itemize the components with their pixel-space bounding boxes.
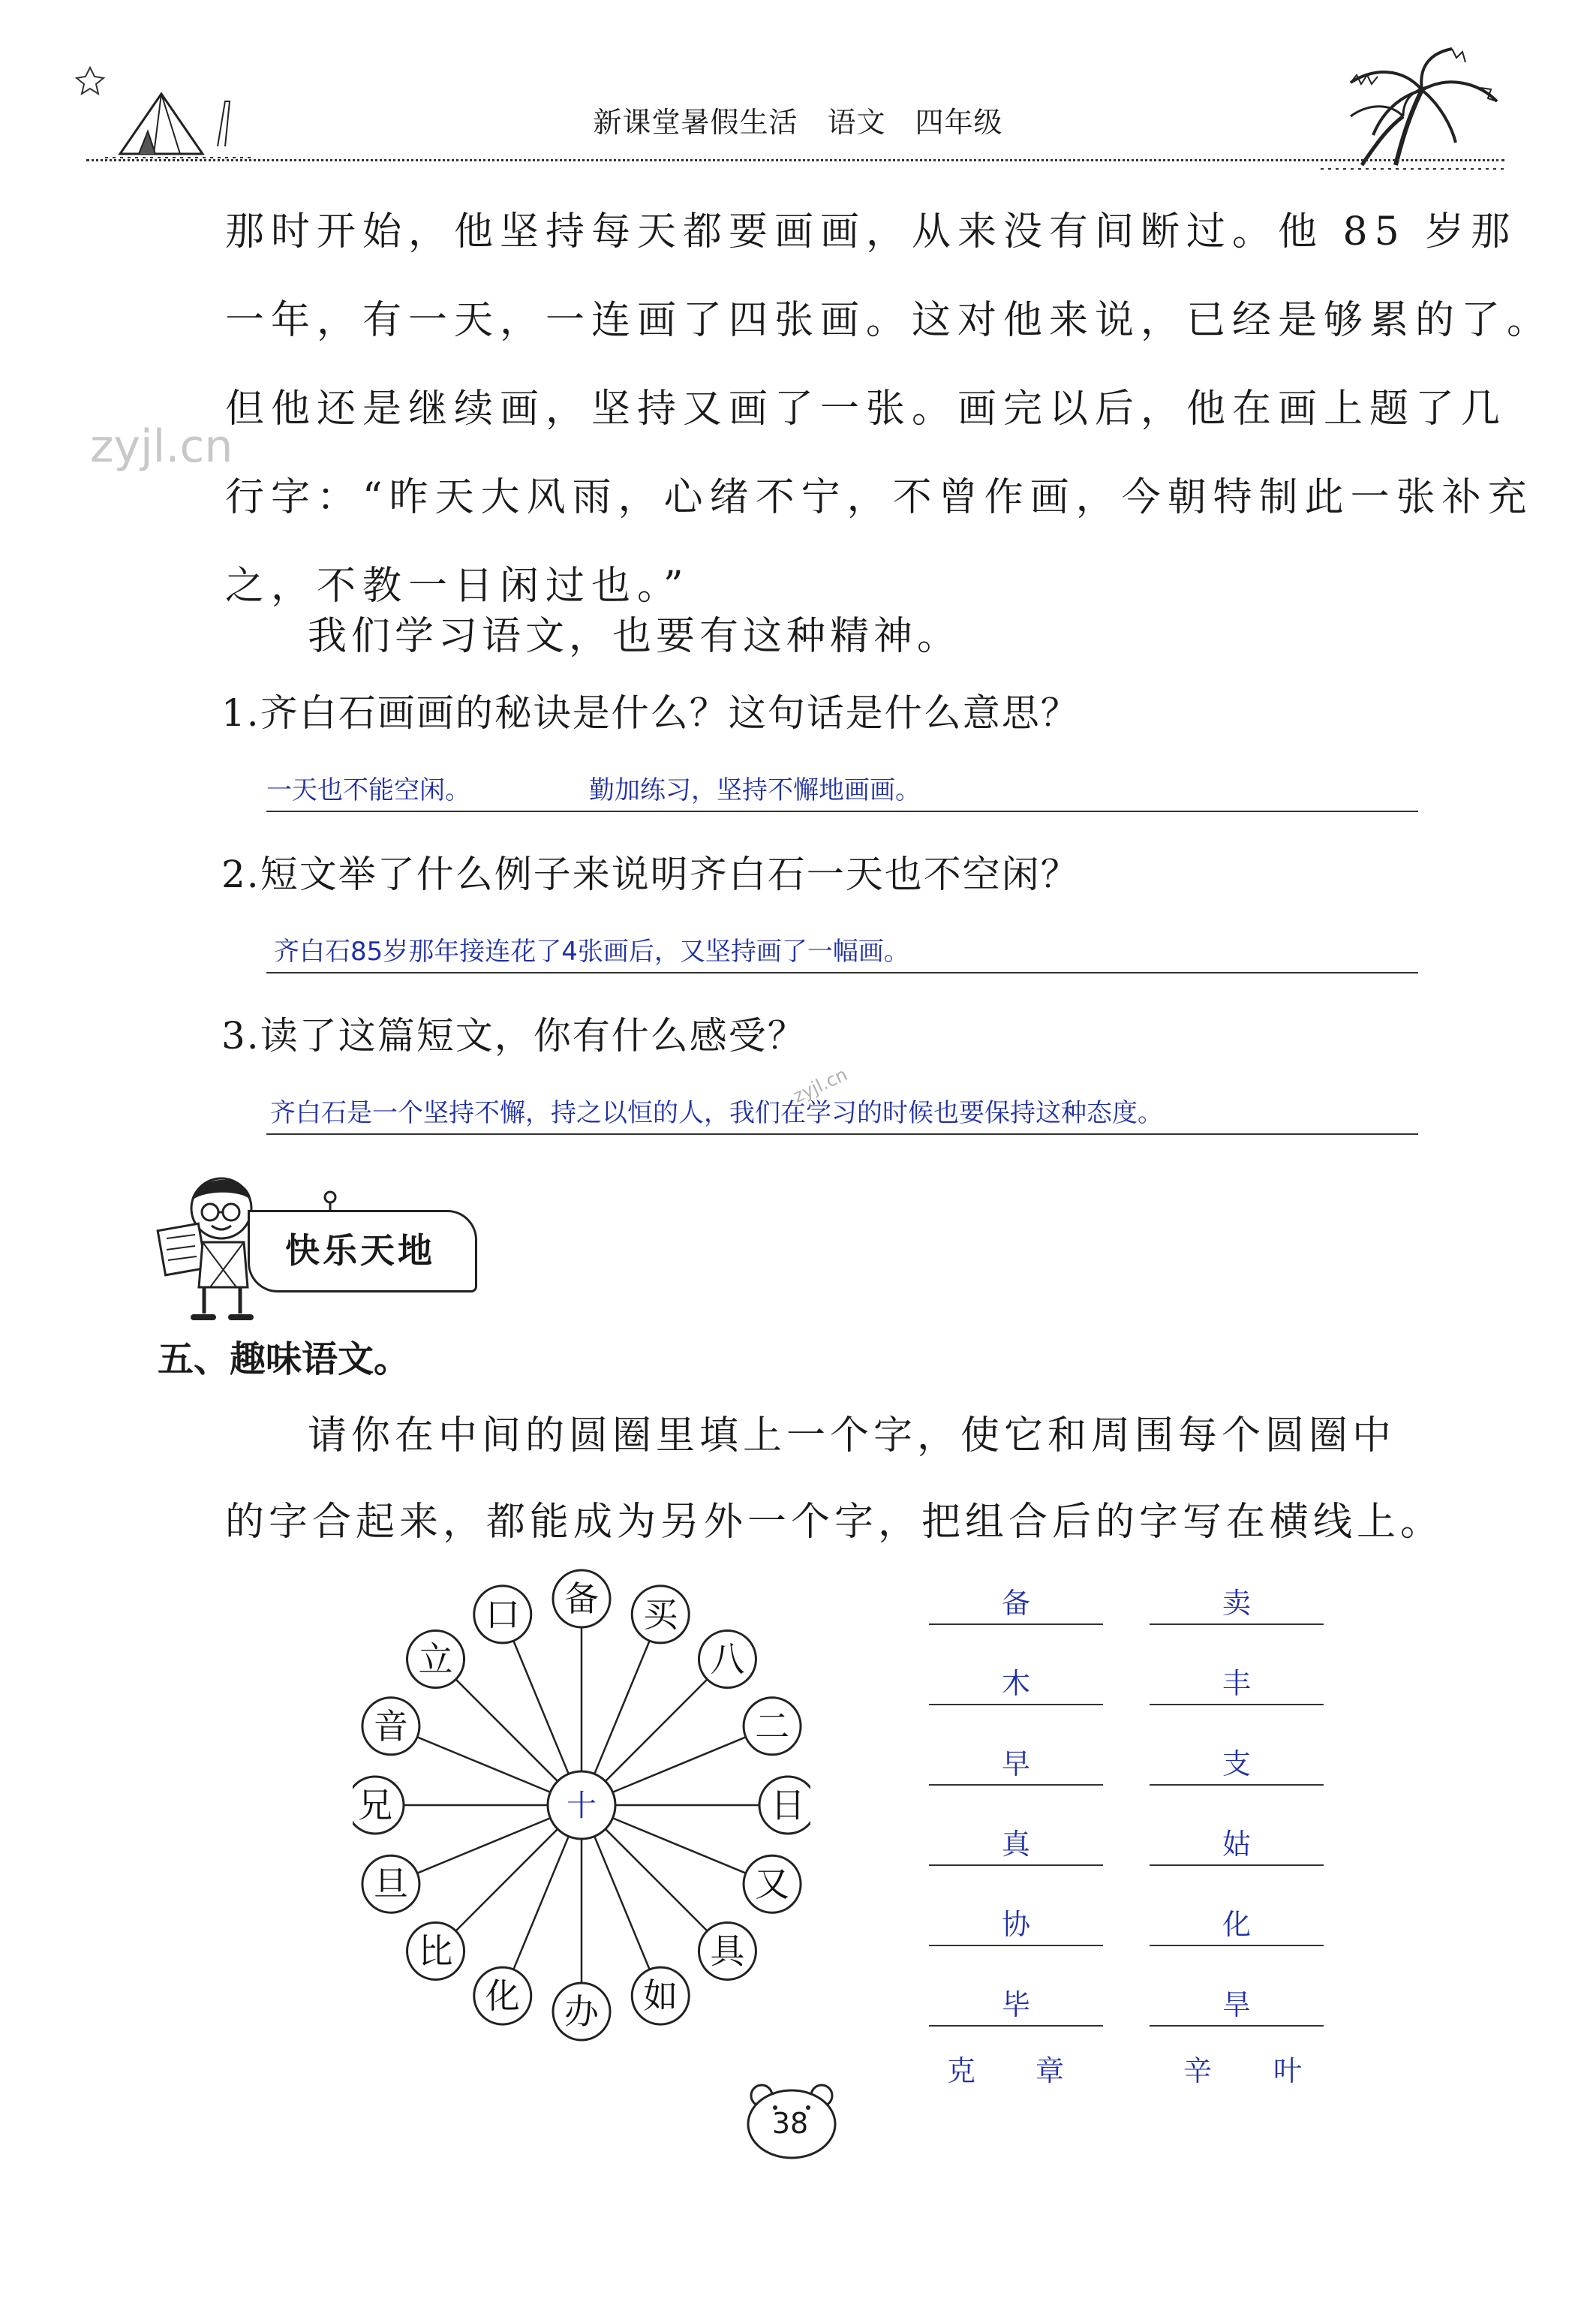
wheel-spoke — [594, 1641, 649, 1774]
wheel-outer-char: 口 — [485, 1593, 520, 1635]
wheel-outer-char: 兄 — [358, 1785, 392, 1825]
answer-right-blank-line — [1150, 1623, 1324, 1625]
answer-right-char: 卖 — [1222, 1587, 1251, 1620]
answer-line-1 — [266, 811, 1418, 812]
answer-left-char: 真 — [1001, 1828, 1030, 1861]
answer-3: 齐白石是一个坚持不懈，持之以恒的人，我们在学习的时候也要保持这种态度。 — [270, 1098, 1163, 1128]
wheel-outer-char: 八 — [710, 1638, 745, 1680]
wheel-outer-char: 立 — [418, 1638, 453, 1680]
wheel-outer-char: 日 — [771, 1785, 805, 1825]
answer-1-part-2: 勤加练习，坚持不懈地画画。 — [589, 775, 921, 805]
wheel-spoke — [455, 1829, 558, 1931]
answer-right-char: 丰 — [1222, 1667, 1251, 1700]
answer-left-char: 备 — [1001, 1587, 1030, 1620]
wheel-spoke — [513, 1641, 568, 1774]
wheel-outer-char: 备 — [564, 1578, 599, 1619]
answer-extra-char: 章 — [1035, 2054, 1065, 2087]
wheel-spoke — [417, 1737, 550, 1792]
answer-line-3 — [266, 1133, 1418, 1135]
answer-extra-char: 辛 — [1183, 2054, 1213, 2087]
character-wheel — [353, 1565, 810, 2053]
wheel-outer-char: 又 — [755, 1864, 790, 1905]
passage-line-3: 但他还是继续画，坚持又画了一张。画完以后，他在画上题了几 — [225, 387, 1507, 432]
passage — [225, 188, 1553, 653]
question-3: 3.读了这篇短文，你有什么感受？ — [221, 1014, 807, 1058]
answer-right-char: 旱 — [1222, 1988, 1251, 2021]
answer-line-2 — [266, 972, 1418, 973]
answer-right-blank-line — [1150, 1945, 1324, 1946]
wheel-outer-char: 比 — [418, 1930, 453, 1972]
wheel-outer-char: 具 — [710, 1930, 745, 1972]
wheel-spoke — [455, 1679, 558, 1781]
section-title: 五、趣味语文。 — [158, 1338, 410, 1380]
answer-extra-char: 叶 — [1273, 2054, 1303, 2087]
banner-label: 快乐天地 — [285, 1230, 435, 1271]
answer-2: 齐白石85岁那年接连花了4张画后，又坚持画了一幅画。 — [274, 937, 909, 967]
answer-right-blank-line — [1150, 2025, 1324, 2027]
answer-right-char: 姑 — [1222, 1828, 1251, 1861]
answer-left-blank-line — [929, 1784, 1103, 1786]
answer-1-part-1: 一天也不能空闲。 — [266, 775, 470, 805]
answer-right-char: 化 — [1222, 1908, 1251, 1941]
header-divider — [86, 159, 1504, 161]
wheel-outer-char: 如 — [643, 1976, 678, 2017]
page-number: 38 — [771, 2107, 809, 2140]
wheel-spoke — [613, 1737, 746, 1792]
answer-left-char: 木 — [1001, 1667, 1030, 1700]
answer-right-blank-line — [1150, 1864, 1324, 1866]
wheel-spoke — [513, 1837, 568, 1969]
passage-line-1: 那时开始，他坚持每天都要画画，从来没有间断过。他 85 岁那 — [225, 209, 1517, 254]
answer-right-char: 支 — [1222, 1747, 1251, 1780]
passage-line-4: 行字：“昨天大风雨，心绪不宁，不曾作画，今朝特制此一张补充 — [225, 475, 1534, 520]
answer-left-blank-line — [929, 1704, 1103, 1705]
wheel-spoke — [606, 1829, 708, 1931]
watermark: zyjl.cn — [90, 420, 233, 473]
wheel-center-char: 十 — [567, 1789, 597, 1823]
answer-left-char: 早 — [1001, 1747, 1030, 1780]
wheel-outer-char: 化 — [485, 1976, 520, 2017]
answer-right-blank-line — [1150, 1704, 1324, 1705]
answer-left-char: 协 — [1001, 1908, 1030, 1941]
answer-extra-char: 克 — [947, 2054, 976, 2087]
wheel-outer-char: 买 — [643, 1593, 678, 1635]
wheel-spoke — [613, 1818, 746, 1873]
answer-left-blank-line — [929, 1945, 1103, 1946]
answer-left-blank-line — [929, 1864, 1103, 1866]
answer-left-blank-line — [929, 1623, 1103, 1625]
answer-left-char: 毕 — [1001, 1988, 1030, 2021]
section-instruction-line-1: 请你在中间的圆圈里填上一个字，使它和周围每个圆圈中 — [308, 1413, 1396, 1458]
passage-closing: 我们学习语文，也要有这种精神。 — [308, 614, 961, 659]
wheel-outer-char: 旦 — [373, 1864, 408, 1905]
section-instruction-line-2: 的字合起来，都能成为另外一个字，把组合后的字写在横线上。 — [225, 1500, 1444, 1545]
banner-hook — [319, 1190, 341, 1216]
wheel-outer-char: 二 — [755, 1705, 790, 1747]
answer-left-blank-line — [929, 2025, 1103, 2027]
wheel-spoke — [594, 1837, 649, 1969]
wheel-outer-char: 音 — [373, 1705, 408, 1747]
header-title: 新课堂暑假生活 语文 四年级 — [593, 106, 1003, 139]
wheel-spoke — [606, 1679, 708, 1781]
question-1: 1.齐白石画画的秘诀是什么？这句话是什么意思？ — [221, 691, 1080, 735]
question-2: 2.短文举了什么例子来说明齐白石一天也不空闲？ — [221, 853, 1080, 896]
watermark-small: zyjl.cn — [789, 1064, 851, 1107]
answer-right-blank-line — [1150, 1784, 1324, 1786]
passage-line-2: 一年，有一天，一连画了四张画。这对他来说，已经是够累的了。 — [225, 298, 1553, 343]
passage-line-5: 之，不教一日闲过也。” — [225, 564, 690, 609]
wheel-outer-char: 办 — [564, 1991, 599, 2032]
wheel-spoke — [417, 1818, 550, 1873]
